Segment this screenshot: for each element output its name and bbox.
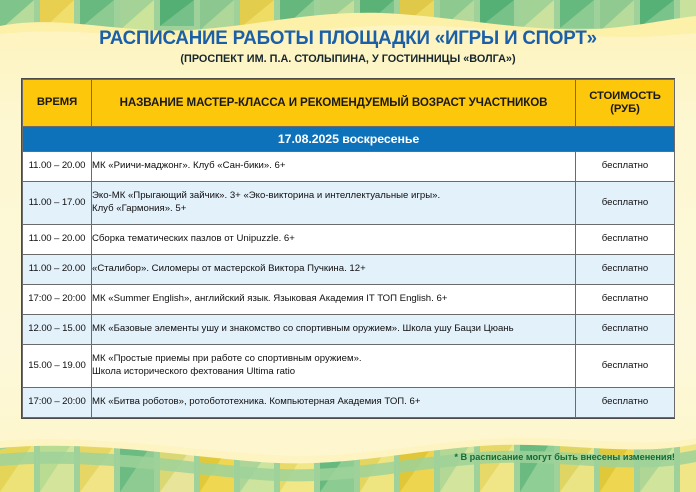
row-time: 17:00 – 20:00 — [23, 285, 92, 315]
row-name-line1: Сборка тематических пазлов от Unipuzzle. 6+ — [92, 233, 295, 245]
row-price: бесплатно — [576, 345, 675, 388]
row-name — [92, 225, 576, 255]
table-head — [23, 80, 675, 127]
row-price: бесплатно — [576, 225, 675, 255]
row-time: 11.00 – 17.00 — [23, 182, 92, 225]
column-header-time: ВРЕМЯ — [23, 80, 92, 127]
row-name-line1: МК «Битва роботов», ротобототехника. Компьютерная Академия ТОП. 6+ — [92, 396, 421, 408]
row-name — [92, 285, 576, 315]
column-header-name-line2: И РЕКОМЕНДУЕМЫЙ ВОЗРАСТ УЧАСТНИКОВ — [288, 96, 548, 110]
row-name — [92, 182, 576, 225]
row-name-line1: МК «Summer English», английский язык. Языковая Академия IT ТОП English. 6+ — [92, 293, 448, 305]
row-time: 11.00 – 20.00 — [23, 225, 92, 255]
table-row[interactable] — [23, 315, 675, 345]
row-time: 15.00 – 19.00 — [23, 345, 92, 388]
table-row[interactable] — [23, 388, 675, 418]
column-header-name-line1: НАЗВАНИЕ МАСТЕР-КЛАССА — [119, 96, 286, 110]
column-header-price-line1: СТОИМОСТЬ — [589, 89, 661, 102]
row-name-line1: МК «Базовые элементы ушу и знакомство со спортивным оружием». Школа ушу Бацзи Цюань — [92, 323, 514, 335]
row-time: 11.00 – 20.00 — [23, 152, 92, 182]
row-name-line2: Клуб «Гармония». 5+ — [92, 203, 187, 214]
row-name-line1: «Сталибор». Силомеры от мастерской Виктора Пучкина. 12+ — [92, 263, 366, 275]
row-price: бесплатно — [576, 152, 675, 182]
column-header-price — [576, 80, 675, 127]
row-price: бесплатно — [576, 182, 675, 225]
table-header-row — [23, 80, 675, 127]
table-row[interactable] — [23, 345, 675, 388]
row-name-line1: МК «Простые приемы при работе со спортивным оружием». — [92, 353, 362, 365]
bottom-decoration-band — [0, 432, 696, 492]
schedule-table — [22, 79, 675, 418]
row-name — [92, 388, 576, 418]
table-row[interactable] — [23, 255, 675, 285]
bottom-decor-svg — [0, 432, 696, 492]
schedule-table-container — [21, 78, 675, 419]
row-price: бесплатно — [576, 285, 675, 315]
row-name-line1: МК «Риичи-маджонг». Клуб «Сан-бики». 6+ — [92, 160, 286, 172]
table-row[interactable] — [23, 152, 675, 182]
row-price: бесплатно — [576, 315, 675, 345]
date-separator-row — [23, 127, 675, 152]
row-price: бесплатно — [576, 388, 675, 418]
row-price: бесплатно — [576, 255, 675, 285]
column-header-name — [92, 80, 576, 127]
row-name — [92, 255, 576, 285]
row-name-line1: Эко-МК «Прыгающий зайчик». 3+ «Эко-викторина и интеллектуальные игры». — [92, 190, 441, 202]
table-row[interactable] — [23, 182, 675, 225]
page-title: РАСПИСАНИЕ РАБОТЫ ПЛОЩАДКИ «ИГРЫ И СПОРТ» — [99, 27, 597, 49]
date-label: 17.08.2025 воскресенье — [23, 127, 675, 152]
row-name-line2: Школа исторического фехтования Ultima ratio — [92, 366, 296, 377]
page-subtitle: (ПРОСПЕКТ ИМ. П.А. СТОЛЫПИНА, У ГОСТИННИЦЫ «ВОЛГА») — [180, 53, 516, 65]
table-row[interactable] — [23, 285, 675, 315]
row-time: 17:00 – 20:00 — [23, 388, 92, 418]
row-name — [92, 345, 576, 388]
row-name — [92, 315, 576, 345]
row-name — [92, 152, 576, 182]
footnote-text: * В расписание могут быть внесены изменения! — [454, 452, 675, 462]
row-time: 12.00 – 15.00 — [23, 315, 92, 345]
column-header-price-line2: (РУБ) — [610, 103, 640, 115]
table-row[interactable] — [23, 225, 675, 255]
table-body — [23, 127, 675, 418]
row-time: 11.00 – 20.00 — [23, 255, 92, 285]
